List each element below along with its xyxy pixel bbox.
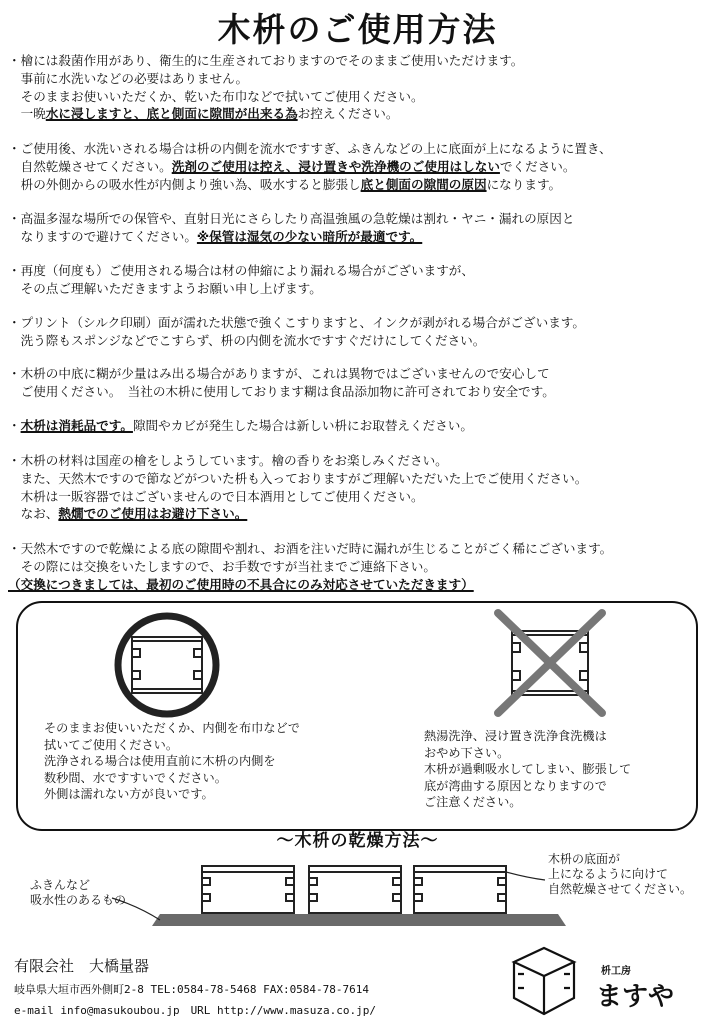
instruction-text: ・プリント（シルク印刷）面が濡れた状態で強くこすりますと、インクが剥がれる場合がございます。 (8, 315, 585, 330)
instruction-text: そのままお使いいただくか、乾いた布巾などで拭いてご使用ください。 (8, 88, 424, 104)
brand-subtitle: 枡工房 (601, 966, 631, 977)
instruction-text: ・ご使用後、水洗いされる場合は枡の内側を流水ですすぎ、ふきんなどの上に底面が上になるように置き、 (8, 141, 612, 156)
drying-towel (152, 914, 566, 926)
instruction-text: になります。 (486, 176, 562, 192)
instruction-line (8, 228, 710, 246)
masu-bottom-pointer-line (506, 872, 545, 880)
instruction-text: 木枡は一販容器ではございませんので日本酒用としてご使用ください。 (8, 488, 424, 504)
prohibited-washing-caption: 熱湯洗浄、浸け置き洗浄食洗機は おやめ下さい。 木枡が過剰吸水してしまい、膨張して 底が湾曲する原因となりますので ご注意ください。 (424, 729, 632, 810)
instruction-text: なりますので避けてください。 (8, 228, 197, 244)
instruction-line (8, 52, 710, 70)
emphasized-warning-text: ※保管は湿気の少ない暗所が最適です。 (196, 228, 423, 244)
instruction-text: 事前に水洗いなどの必要はありません。 (8, 70, 249, 86)
instruction-line (8, 417, 710, 435)
instruction-paragraph (8, 210, 710, 246)
instruction-paragraph (8, 417, 710, 435)
drying-direction-note: 木枡の底面が 上になるように向けて 自然乾燥させてください。 (548, 852, 693, 896)
instruction-line (8, 488, 710, 506)
instruction-line (8, 332, 710, 350)
company-name: 有限会社 大橋量器 (14, 957, 150, 975)
instruction-text: ・高温多湿な場所での保管や、直射日光にさらしたり高温強風の急乾燥は割れ・ヤニ・漏れの原因と (8, 211, 575, 226)
instruction-paragraph (8, 314, 710, 350)
towel-note: ふきんなど 吸水性のあるもの (30, 878, 127, 907)
emphasized-warning-text: 熱燗でのご使用はお避け下さい。 (58, 506, 248, 522)
instruction-line (8, 280, 710, 298)
instruction-text: ・再度（何度も）ご使用される場合は材の伸縮により漏れる場合がございますが、 (8, 263, 474, 278)
instruction-text: 自然乾燥させてください。 (8, 158, 172, 174)
instruction-line (8, 558, 710, 576)
instruction-text: 枡の外側からの吸水性が内側より強い為、吸水すると膨張し (8, 176, 361, 192)
drying-method-title: ～木枡の乾燥方法～ (276, 831, 439, 851)
instruction-line (8, 176, 710, 194)
instruction-paragraph (8, 365, 710, 401)
recommended-washing-illustration (112, 615, 222, 719)
instruction-text: なお、 (8, 506, 59, 522)
emphasized-warning-text: 水に浸しますと、底と側面に隙間が出来る為 (45, 106, 298, 122)
instruction-line (8, 88, 710, 106)
washing-guide-panel (16, 601, 698, 831)
instruction-text: その際には交換をいたしますので、お手数ですが当社までご連絡下さい。 (8, 558, 436, 574)
instruction-text: また、天然木ですので節などがついた枡も入っておりますがご理解いただいた上でご使用ください。 (8, 470, 588, 486)
prohibited-cross-icon (498, 613, 602, 713)
instruction-line (8, 314, 710, 332)
emphasized-warning-text: 木枡は消耗品です。 (20, 418, 133, 433)
instruction-paragraph (8, 262, 710, 298)
instruction-paragraph (8, 140, 710, 193)
instruction-text: その点ご理解いただきますようお願い申し上げます。 (8, 280, 322, 296)
instruction-line (8, 105, 710, 123)
instruction-text: 隙間やカビが発生した場合は新しい枡にお取替えください。 (132, 418, 473, 433)
upside-down-masu-2 (309, 866, 401, 913)
instruction-line (8, 576, 710, 594)
emphasized-warning-text: 洗剤のご使用は控え、浸け置きや洗浄機のご使用はしない (171, 158, 500, 174)
instruction-text: ・檜には殺菌作用があり、衛生的に生産されておりますのでそのままご使用いただけます。 (8, 53, 524, 68)
upside-down-masu-1 (202, 866, 294, 913)
instruction-text: ・ (8, 418, 21, 433)
instruction-paragraph (8, 52, 710, 123)
instruction-text: お控えください。 (297, 106, 399, 122)
brand-name: ますや (596, 982, 675, 1012)
instruction-line (8, 383, 710, 401)
prohibited-washing-illustration (492, 607, 608, 719)
instruction-line (8, 365, 710, 383)
instruction-line (8, 140, 710, 158)
company-address: 岐阜県大垣市西外側町2-8 TEL:0584-78-5468 FAX:0584-78-7614 (14, 983, 370, 996)
instruction-line (8, 262, 710, 280)
masu-box-icon (132, 637, 202, 693)
emphasized-warning-text: （交換につきましては、最初のご使用時の不具合にのみ対応させていただきます） (8, 576, 474, 592)
instruction-line (8, 452, 710, 470)
recommended-washing-caption: そのままお使いいただくか、内側を布巾などで 拭いてご使用ください。 洗浄される場合は使用直前に木枡の内側を 数秒間、水ですすいでください。 外側は濡れない方が良いです。 (44, 721, 300, 802)
company-contact: e-mail info@masukoubou.jp URL http://www.masuza.co.jp/ (14, 1004, 376, 1017)
instruction-line (8, 470, 710, 488)
instruction-line (8, 70, 710, 88)
masu-logo-icon (508, 944, 580, 1018)
instruction-text: ・木枡の中底に糊が少量はみ出る場合がありますが、これは異物ではございませんので安心して (8, 366, 550, 381)
instruction-text: 洗う際もスポンジなどでこすらず、枡の内側を流水ですすぐだけにしてください。 (8, 332, 486, 348)
instruction-text: でください。 (499, 158, 576, 174)
instruction-text: 一晩 (8, 106, 46, 122)
page-title: 木枡のご使用方法 (217, 10, 498, 49)
instruction-paragraph (8, 540, 710, 593)
instruction-line (8, 505, 710, 523)
instruction-line (8, 158, 710, 176)
instruction-text: ご使用ください。 当社の木枡に使用しております糊は食品添加物に許可されており安全です。 (8, 383, 555, 399)
instruction-text: ・天然木ですので乾燥による底の隙間や割れ、お酒を注いだ時に漏れが生じることがごく稀にございます。 (8, 541, 613, 556)
instruction-paragraph (8, 452, 710, 523)
instruction-line (8, 540, 710, 558)
instruction-text: ・木枡の材料は国産の檜をしようしています。檜の香りをお楽しみください。 (8, 453, 448, 468)
upside-down-masu-3 (414, 866, 506, 913)
emphasized-warning-text: 底と側面の隙間の原因 (360, 176, 487, 192)
instruction-line (8, 210, 710, 228)
